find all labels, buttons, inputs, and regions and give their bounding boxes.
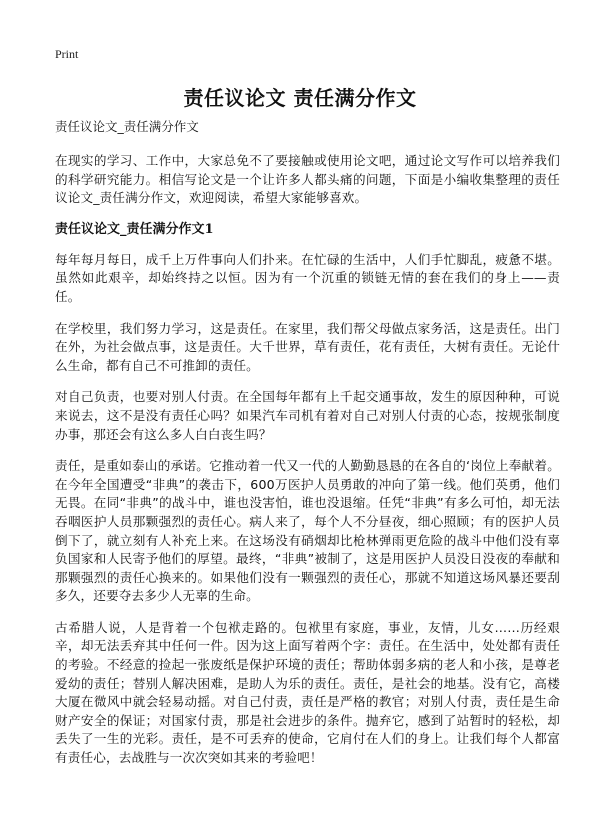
paragraph-1: 每年每月每日，成千上万件事向人们扑来。在忙碌的生活中，人们手忙脚乱，疲惫不堪。虽然如此艰辛，却始终持之以恒。因为有一个沉重的锁链无情的套在我们的身上——责任。 [55, 251, 560, 304]
article-body [55, 118, 560, 781]
paragraph-5: 古希腊人说，人是背着一个包袱走路的。包袱里有家庭，事业，友情，儿女……历经艰辛，却无法丢弃其中任何一件。因为这上面写着两个字：责任。在生活中，处处都有责任的考验。不经意的捡起一张废纸是保护环境的责任；帮助体弱多病的老人和小孩，是尊老爱幼的责任；替别人解决困难，是助人为乐的责任。责任，是社会的地基。没有它，高楼大厦在微风中就会轻易动摇。对自己付责，责任是严格的教官；对别人付责，责任是生命财产安全的保证；对国家付责，那是社会进步的条件。抛弃它，感到了站暂时的轻松，却丢失了一生的光彩。责任，是不可丢弃的使命，它肩付在人们的身上。让我们每个人都富有责任心，去战胜与一次次突如其来的考验吧！ [55, 619, 560, 766]
print-link[interactable]: Print [55, 47, 79, 61]
paragraph-4: 责任，是重如泰山的承诺。它推动着一代又一代的人勤勤恳恳的在各自的‘岗位上奉献着。在今年全国遭受“非典”的袭击下，600万医护人员勇敢的冲向了第一线。他们英勇，他们无畏。在同“非典”的战斗中，谁也没害怕，谁也没退缩。任凭“非典”有多么可怕，却无法吞咽医护人员那颗强烈的责任心。病人来了，每个人不分昼夜，细心照顾；有的医护人员倒下了，就立刻有人补充上来。在这场没有硝烟却比枪林弹雨更危险的战斗中他们没有辜负国家和人民寄予他们的厚望。最终，“非典”被制了，这是用医护人员没日没夜的奉献和那颗强烈的责任心换来的。如果他们没有一颗强烈的责任心，那就不知道这场风暴还要刮多久，还要夺去多少人无辜的生命。 [55, 458, 560, 604]
article-subtitle: 责任议论文_责任满分作文 [55, 119, 199, 134]
paragraph-2: 在学校里，我们努力学习，这是责任。在家里，我们帮父母做点家务活，这是责任。出门在外，为社会做点事，这是责任。大千世界，草有责任，花有责任，大树有责任。无论什么生命，都有自己不可推卸的责任。 [55, 320, 560, 373]
page-title: 责任议论文 责任满分作文 [183, 86, 417, 110]
section-heading: 责任议论文_责任满分作文1 [55, 221, 214, 237]
intro-paragraph: 在现实的学习、工作中，大家总免不了要接触或使用论文吧，通过论文写作可以培养我们的科学研究能力。相信写论文是一个让许多人都头痛的问题，下面是小编收集整理的责任议论文_责任满分作文，欢迎阅读，希望大家能够喜欢。 [55, 153, 560, 206]
paragraph-3: 对自己负责，也要对别人付责。在全国每年都有上千起交通事故，发生的原因种种，可说来说去，这不是没有责任心吗？如果汽车司机有着对自己对别人付责的心态，按规张制度办事，那还会有这么多人白白丧生吗？ [55, 389, 560, 442]
